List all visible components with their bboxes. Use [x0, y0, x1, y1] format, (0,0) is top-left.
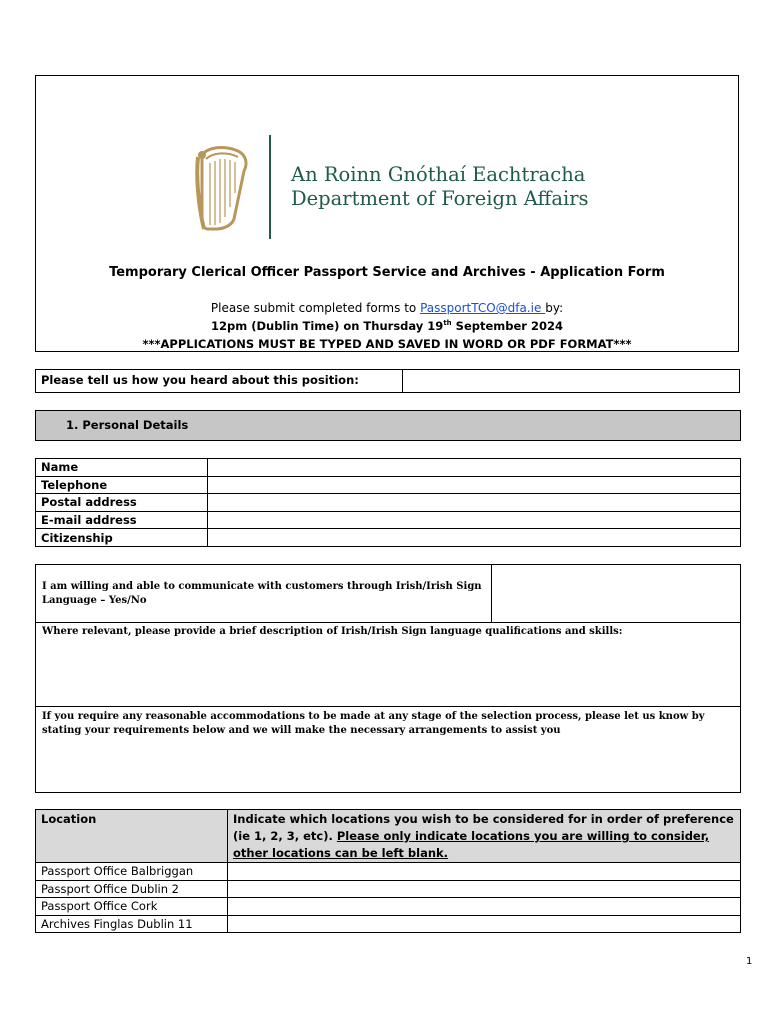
deadline [36, 319, 738, 333]
postal-address-field[interactable] [208, 494, 741, 512]
logo-text-irish: An Roinn Gnóthaí Eachtracha [291, 163, 586, 186]
deadline-ordinal: th [443, 319, 452, 328]
table-header-row [36, 810, 741, 863]
preference-column-header [228, 810, 741, 863]
harp-icon [194, 145, 250, 231]
table-row [36, 529, 741, 547]
email-link[interactable]: PassportTCO@dfa.ie [420, 301, 546, 315]
section-personal-details-header: 1. Personal Details [35, 410, 741, 441]
location-column-header: Location [36, 810, 228, 863]
locations-table [35, 809, 741, 933]
logo-text-english: Department of Foreign Affairs [291, 187, 589, 210]
table-row [36, 863, 741, 881]
form-title: Temporary Clerical Officer Passport Service and Archives - Application Form [109, 265, 665, 280]
language-qualifications-prompt: Where relevant, please provide a brief description of Irish/Irish Sign language qualifications and skills: [42, 626, 623, 637]
table-row [36, 511, 741, 529]
location-preference-field[interactable] [228, 898, 741, 916]
table-row [36, 880, 741, 898]
submit-instructions [36, 301, 738, 315]
location-name: Archives Finglas Dublin 11 [36, 915, 228, 933]
format-notice: ***APPLICATIONS MUST BE TYPED AND SAVED IN WORD OR PDF FORMAT*** [142, 337, 632, 351]
page-number: 1 [746, 956, 753, 967]
table-row [36, 898, 741, 916]
postal-address-label: Postal address [36, 494, 208, 512]
heard-about-label: Please tell us how you heard about this position: [36, 370, 403, 392]
name-field[interactable] [208, 459, 741, 477]
irish-language-answer-field[interactable] [492, 565, 740, 623]
submit-prefix: Please submit completed forms to [210, 301, 421, 315]
language-qualifications-field[interactable] [36, 623, 740, 707]
citizenship-label: Citizenship [36, 529, 208, 547]
submit-suffix: by: [545, 301, 564, 315]
email-field[interactable] [208, 511, 741, 529]
deadline-prefix: 12pm (Dublin Time) on Thursday 19 [211, 319, 444, 333]
form-header [35, 75, 739, 352]
preference-header-note: Please only indicate locations you are willing to consider, other locations can be left blank. [233, 829, 710, 860]
table-row [36, 459, 741, 477]
location-preference-field[interactable] [228, 915, 741, 933]
language-section [35, 564, 741, 793]
heard-about-row [35, 369, 740, 393]
dfa-logo [194, 131, 594, 241]
heard-about-field[interactable] [403, 370, 739, 392]
citizenship-field[interactable] [208, 529, 741, 547]
personal-details-table [35, 458, 741, 547]
location-name: Passport Office Dublin 2 [36, 880, 228, 898]
location-preference-field[interactable] [228, 863, 741, 881]
deadline-suffix: September 2024 [451, 319, 563, 333]
location-name: Passport Office Balbriggan [36, 863, 228, 881]
table-row [36, 476, 741, 494]
table-row [36, 915, 741, 933]
irish-language-question: I am willing and able to communicate with customers through Irish/Irish Sign Language – Yes/No [36, 565, 492, 623]
accommodations-prompt: If you require any reasonable accommodations to be made at any stage of the selection process, please let us know by stating your requirements below and we will make the necessary arrangements to assist you [42, 711, 705, 736]
location-name: Passport Office Cork [36, 898, 228, 916]
table-row [36, 494, 741, 512]
name-label: Name [36, 459, 208, 477]
preference-header-text: Indicate which locations you wish to be considered for in order of preference (ie 1, 2, 3, etc). [233, 812, 734, 843]
email-label: E-mail address [36, 511, 208, 529]
logo-divider [269, 135, 271, 239]
location-preference-field[interactable] [228, 880, 741, 898]
accommodations-field[interactable] [36, 707, 740, 793]
telephone-field[interactable] [208, 476, 741, 494]
telephone-label: Telephone [36, 476, 208, 494]
